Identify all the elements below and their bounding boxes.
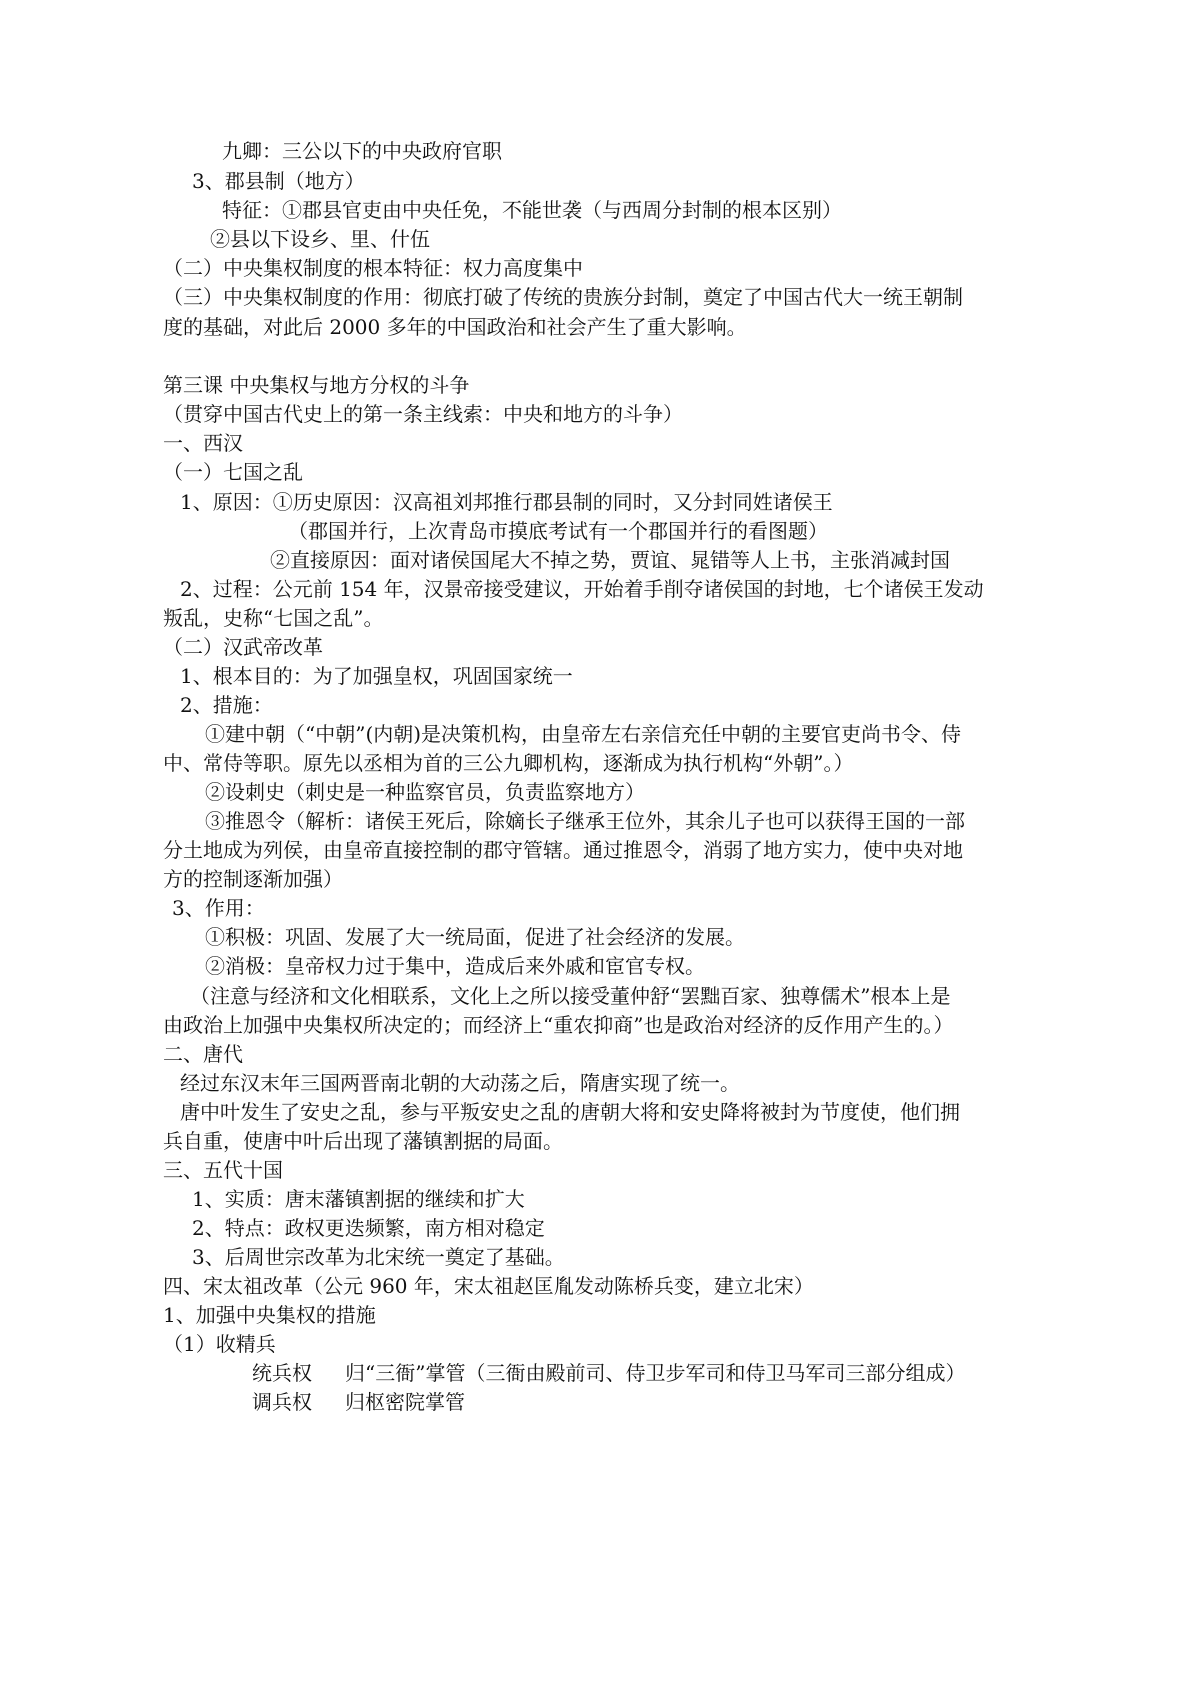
text-line: 1、根本目的：为了加强皇权，巩固国家统一 — [180, 664, 573, 688]
text-line: （注意与经济和文化相联系，文化上之所以接受董仲舒“罢黜百家、独尊儒术”根本上是 — [190, 984, 951, 1008]
text-line: （二）汉武帝改革 — [163, 635, 323, 659]
text-line: （贯穿中国古代史上的第一条主线索：中央和地方的斗争） — [163, 402, 683, 426]
text-line: 1、实质：唐末藩镇割据的继续和扩大 — [192, 1187, 525, 1211]
text-line: 特征：①郡县官吏由中央任免，不能世袭（与西周分封制的根本区别） — [222, 198, 842, 222]
text-line: 分土地成为列侯，由皇帝直接控制的郡守管辖。通过推恩令，消弱了地方实力，使中央对地 — [163, 838, 963, 862]
text-line: 3、郡县制（地方） — [192, 169, 365, 193]
text-line: 由政治上加强中央集权所决定的；而经济上“重农抑商”也是政治对经济的反作用产生的。） — [163, 1013, 954, 1037]
text-line: 唐中叶发生了安史之乱，参与平叛安史之乱的唐朝大将和安史降将被封为节度使，他们拥 — [180, 1100, 960, 1124]
text-line: ②直接原因：面对诸侯国尾大不掉之势，贾谊、晁错等人上书，主张消减封国 — [270, 548, 950, 572]
section-heading: 第三课 中央集权与地方分权的斗争 — [163, 373, 470, 397]
text-line: （郡国并行，上次青岛市摸底考试有一个郡国并行的看图题） — [288, 519, 828, 543]
text-line: 1、加强中央集权的措施 — [163, 1303, 376, 1327]
text-line: 兵自重，使唐中叶后出现了藩镇割据的局面。 — [163, 1129, 563, 1153]
text-line: ①建中朝（“中朝”(内朝)是决策机构，由皇帝左右亲信充任中朝的主要官吏尚书令、侍 — [205, 722, 962, 746]
text-line: 3、作用： — [172, 896, 265, 920]
text-line: （一）七国之乱 — [163, 460, 303, 484]
text-line: 四、宋太祖改革（公元 960 年，宋太祖赵匡胤发动陈桥兵变，建立北宋） — [163, 1274, 814, 1298]
table-value: 归枢密院掌管 — [345, 1390, 465, 1414]
table-label: 统兵权 — [252, 1361, 312, 1385]
text-line: 经过东汉末年三国两晋南北朝的大动荡之后，隋唐实现了统一。 — [180, 1071, 740, 1095]
text-line: 九卿：三公以下的中央政府官职 — [222, 139, 502, 163]
text-line: （三）中央集权制度的作用：彻底打破了传统的贵族分封制，奠定了中国古代大一统王朝制 — [163, 285, 963, 309]
text-line: ③推恩令（解析：诸侯王死后，除嫡长子继承王位外，其余儿子也可以获得王国的一部 — [205, 809, 965, 833]
text-line: 方的控制逐渐加强） — [163, 867, 343, 891]
text-line: 3、后周世宗改革为北宋统一奠定了基础。 — [192, 1245, 565, 1269]
text-line: （1）收精兵 — [163, 1332, 276, 1356]
text-line: ②设刺史（刺史是一种监察官员，负责监察地方） — [205, 780, 645, 804]
text-line: 2、措施： — [180, 693, 273, 717]
text-line: （二）中央集权制度的根本特征：权力高度集中 — [163, 256, 583, 280]
text-line: 2、特点：政权更迭频繁，南方相对稳定 — [192, 1216, 545, 1240]
text-line: ②县以下设乡、里、什伍 — [210, 227, 430, 251]
table-value: 归“三衙”掌管（三衙由殿前司、侍卫步军司和侍卫马军司三部分组成） — [345, 1361, 966, 1385]
text-line: ①积极：巩固、发展了大一统局面，促进了社会经济的发展。 — [205, 925, 745, 949]
text-line: 中、常侍等职。原先以丞相为首的三公九卿机构，逐渐成为执行机构“外朝”。） — [163, 751, 854, 775]
text-line: 1、原因：①历史原因：汉高祖刘邦推行郡县制的同时，又分封同姓诸侯王 — [180, 490, 833, 514]
text-line: 度的基础，对此后 2000 多年的中国政治和社会产生了重大影响。 — [163, 315, 747, 339]
text-line: 二、唐代 — [163, 1042, 243, 1066]
text-line: 叛乱，史称“七国之乱”。 — [163, 606, 384, 630]
text-line: 2、过程：公元前 154 年，汉景帝接受建议，开始着手削夺诸侯国的封地，七个诸侯王发动 — [180, 577, 984, 601]
text-line: 一、西汉 — [163, 431, 243, 455]
table-label: 调兵权 — [252, 1390, 312, 1414]
text-line: 三、五代十国 — [163, 1158, 283, 1182]
text-line: ②消极：皇帝权力过于集中，造成后来外戚和宦官专权。 — [205, 954, 705, 978]
